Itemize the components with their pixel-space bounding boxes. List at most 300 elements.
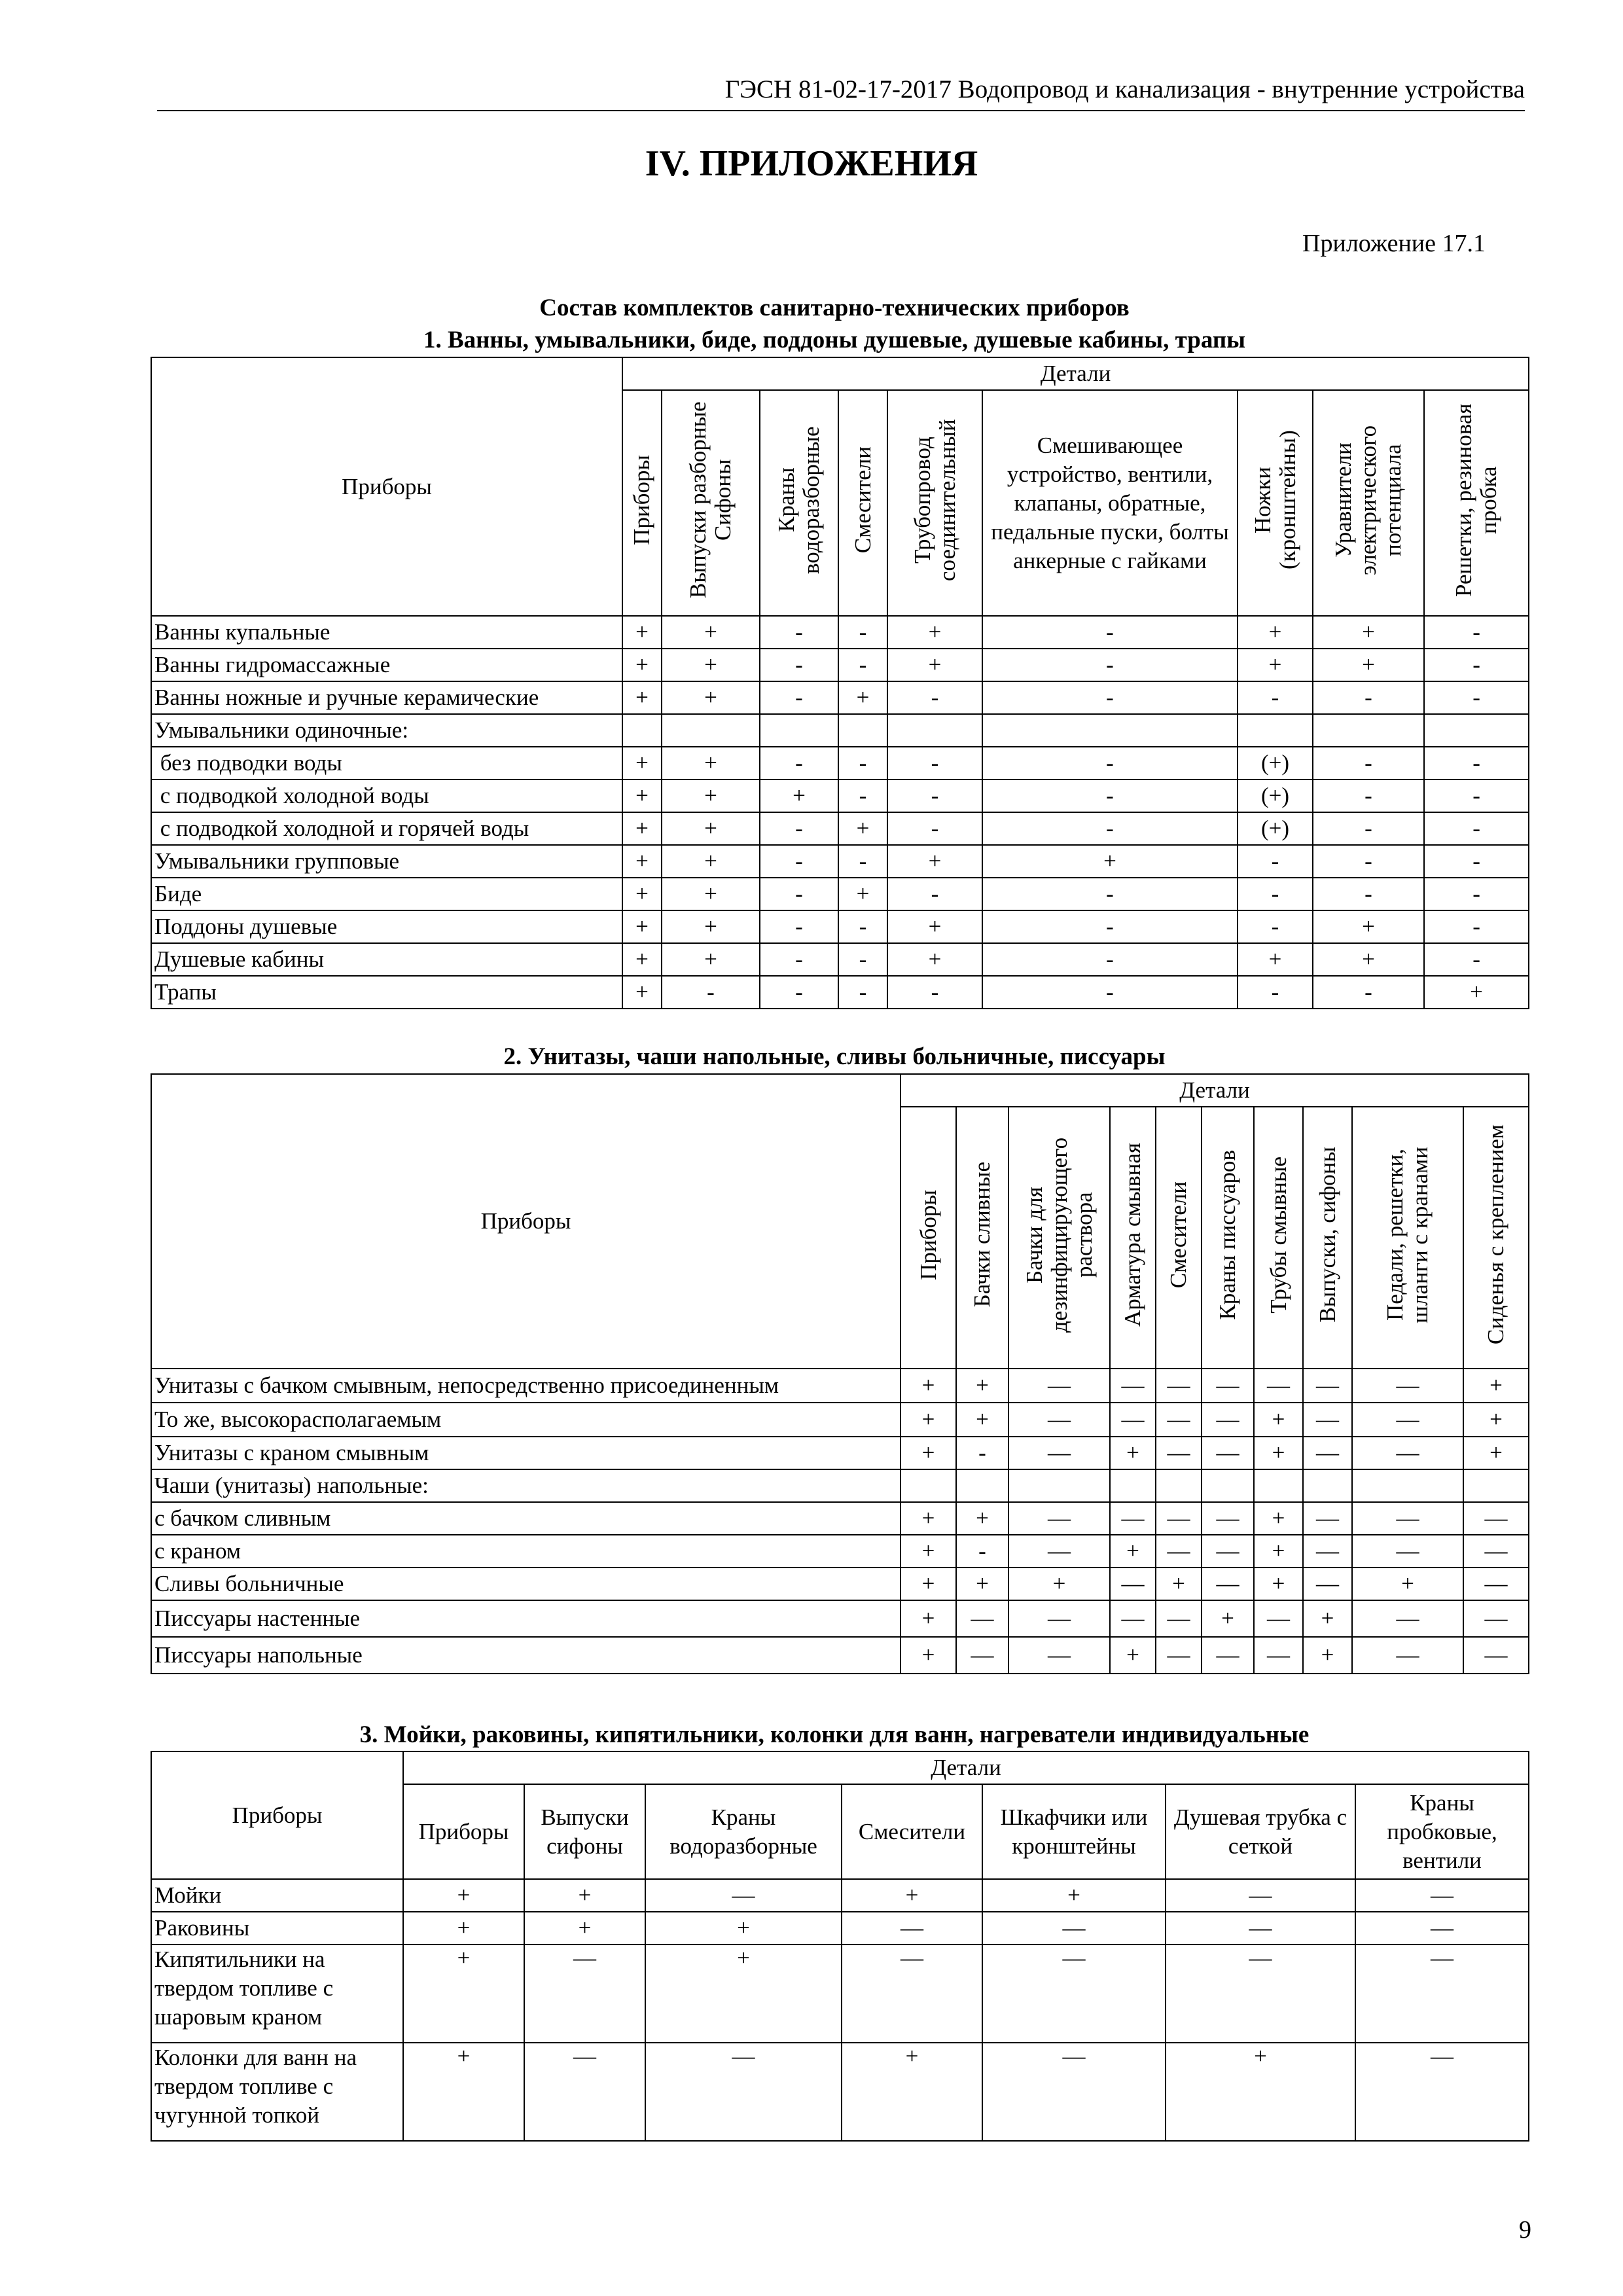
table-cell <box>982 714 1238 747</box>
table-cell: - <box>838 910 887 943</box>
table-cell: + <box>1463 1369 1529 1403</box>
table-row <box>151 812 1529 845</box>
table-cell <box>760 714 838 747</box>
table-cell: — <box>1008 1600 1110 1637</box>
table-3 <box>151 1751 1529 2142</box>
table-row <box>151 714 1529 747</box>
table-cell: + <box>1313 649 1424 681</box>
table-cell: + <box>403 1879 524 1912</box>
table-cell: — <box>1202 1535 1254 1568</box>
table-1 <box>151 357 1529 1009</box>
row-label: Унитазы с бачком смывным, непосредственно присоединенным <box>151 1369 901 1403</box>
table-row <box>151 1568 1529 1600</box>
table-cell: — <box>1352 1535 1463 1568</box>
table-cell <box>1110 1469 1156 1502</box>
t2-col-header: Бачки для дезинфицирующего раствора <box>1008 1107 1110 1369</box>
table-cell: — <box>982 2043 1166 2141</box>
table-cell: — <box>1110 1369 1156 1403</box>
table-cell: + <box>1238 616 1313 649</box>
table-cell: - <box>887 976 982 1009</box>
table-cell: - <box>1424 747 1529 780</box>
table-cell: - <box>1424 878 1529 910</box>
table-cell: — <box>1463 1502 1529 1535</box>
table-cell: + <box>887 845 982 878</box>
table-cell: + <box>662 878 760 910</box>
running-header: ГЭСН 81-02-17-2017 Водопровод и канализация - внутренние устройства <box>157 73 1525 111</box>
table-row <box>151 1945 1529 2043</box>
table-cell: - <box>760 747 838 780</box>
table-cell: - <box>982 878 1238 910</box>
table-cell: + <box>622 878 662 910</box>
row-label: Раковины <box>151 1912 403 1945</box>
table-cell: + <box>1254 1437 1303 1469</box>
table-cell: + <box>1238 943 1313 976</box>
table-cell: - <box>760 976 838 1009</box>
table-row <box>151 649 1529 681</box>
table-row <box>151 1535 1529 1568</box>
table-cell: + <box>662 681 760 714</box>
table-cell: - <box>1313 878 1424 910</box>
table-cell: - <box>982 649 1238 681</box>
table-row <box>151 878 1529 910</box>
table-cell: + <box>1463 1403 1529 1437</box>
table-cell: + <box>662 845 760 878</box>
table-cell: + <box>662 943 760 976</box>
table-cell <box>1303 1469 1352 1502</box>
table-cell: + <box>622 812 662 845</box>
table-cell: + <box>901 1568 956 1600</box>
table-cell: — <box>1352 1369 1463 1403</box>
table-cell: — <box>1110 1600 1156 1637</box>
table-cell: - <box>760 681 838 714</box>
page-number: 9 <box>1519 2216 1531 2244</box>
table-cell: — <box>956 1637 1008 1674</box>
table-cell: - <box>760 812 838 845</box>
row-label: Поддоны душевые <box>151 910 622 943</box>
row-label: Умывальники одиночные: <box>151 714 622 747</box>
table-cell: - <box>887 747 982 780</box>
table-cell: + <box>622 649 662 681</box>
table-cell: — <box>1254 1600 1303 1637</box>
table-cell: — <box>1156 1535 1202 1568</box>
table-cell <box>1313 714 1424 747</box>
t3-col-header: Шкафчики или кронштейны <box>982 1784 1166 1879</box>
table-cell <box>1008 1469 1110 1502</box>
table-cell: + <box>1303 1600 1352 1637</box>
table-row <box>151 1403 1529 1437</box>
table-cell: + <box>622 943 662 976</box>
table-cell: — <box>956 1600 1008 1637</box>
table-cell: + <box>403 1945 524 2043</box>
table-cell: - <box>982 976 1238 1009</box>
table-cell: + <box>1110 1535 1156 1568</box>
table-cell: + <box>901 1637 956 1674</box>
table-cell: + <box>838 878 887 910</box>
table-row <box>151 1879 1529 1912</box>
table-cell: — <box>982 1912 1166 1945</box>
table-cell: — <box>645 1879 842 1912</box>
table-cell <box>1238 714 1313 747</box>
table-cell: - <box>956 1535 1008 1568</box>
table-cell: — <box>645 2043 842 2141</box>
t2-col-header: Приборы <box>901 1107 956 1369</box>
table-cell: + <box>1008 1568 1110 1600</box>
table-cell: — <box>1303 1568 1352 1600</box>
table-1-caption: 1. Ванны, умывальники, биде, поддоны душевые, душевые кабины, трапы <box>423 327 1246 353</box>
table-cell: + <box>1110 1637 1156 1674</box>
row-label: Сливы больничные <box>151 1568 901 1600</box>
table-cell: + <box>1313 616 1424 649</box>
table-cell: + <box>1254 1502 1303 1535</box>
table-cell: - <box>1424 780 1529 812</box>
table-cell: - <box>1238 681 1313 714</box>
table-cell: + <box>901 1369 956 1403</box>
table-cell: - <box>760 878 838 910</box>
row-label: Биде <box>151 878 622 910</box>
table-cell: - <box>982 780 1238 812</box>
table-cell: + <box>662 747 760 780</box>
table-cell: (+) <box>1238 747 1313 780</box>
table-row <box>151 845 1529 878</box>
row-label: Унитазы с краном смывным <box>151 1437 901 1469</box>
appendix-label: Приложение 17.1 <box>1302 230 1486 257</box>
table-cell: + <box>662 780 760 812</box>
table-cell <box>1424 714 1529 747</box>
table-cell: + <box>842 1879 982 1912</box>
table-cell: — <box>1008 1369 1110 1403</box>
table-cell: — <box>1156 1369 1202 1403</box>
section-title: IV. ПРИЛОЖЕНИЯ <box>645 143 978 184</box>
t2-col-header: Краны писсуаров <box>1202 1107 1254 1369</box>
table-cell: - <box>760 616 838 649</box>
table-row <box>151 1502 1529 1535</box>
table-cell: + <box>901 1502 956 1535</box>
table-cell: - <box>760 649 838 681</box>
table-cell: (+) <box>1238 780 1313 812</box>
table-row <box>151 1469 1529 1502</box>
table-cell: - <box>838 943 887 976</box>
table-cell: - <box>838 845 887 878</box>
table-cell <box>622 714 662 747</box>
t1-col-header: Смесители <box>838 390 887 616</box>
t3-col-header: Краны пробковые, вентили <box>1355 1784 1529 1879</box>
table-cell: — <box>1110 1502 1156 1535</box>
table-cell: + <box>838 812 887 845</box>
table-cell: + <box>622 780 662 812</box>
table-cell: + <box>622 681 662 714</box>
row-label: с подводкой холодной воды <box>151 780 622 812</box>
t1-col-header: Трубопровод соединительный <box>887 390 982 616</box>
table-cell: - <box>838 976 887 1009</box>
table-cell: + <box>645 1912 842 1945</box>
table-cell: - <box>760 845 838 878</box>
table-cell: - <box>838 649 887 681</box>
table-cell: — <box>1463 1568 1529 1600</box>
row-label: Чаши (унитазы) напольные: <box>151 1469 901 1502</box>
table-cell: - <box>982 747 1238 780</box>
table-cell: + <box>982 845 1238 878</box>
table-cell: + <box>887 649 982 681</box>
table-cell: — <box>1254 1637 1303 1674</box>
table-cell: + <box>982 1879 1166 1912</box>
table-cell <box>956 1469 1008 1502</box>
table-cell: — <box>842 1912 982 1945</box>
table-cell: - <box>1313 681 1424 714</box>
table-cell: + <box>1166 2043 1355 2141</box>
row-label: с краном <box>151 1535 901 1568</box>
row-label: без подводки воды <box>151 747 622 780</box>
table-cell: + <box>760 780 838 812</box>
table-cell: + <box>662 649 760 681</box>
table-cell: - <box>662 976 760 1009</box>
table-row <box>151 1437 1529 1469</box>
table-cell: + <box>622 747 662 780</box>
table-cell: + <box>645 1945 842 2043</box>
table-cell: + <box>622 845 662 878</box>
table-cell <box>1352 1469 1463 1502</box>
table-cell: — <box>1166 1945 1355 2043</box>
table-cell: — <box>1352 1403 1463 1437</box>
table-cell: — <box>1110 1403 1156 1437</box>
table-cell: + <box>524 1879 645 1912</box>
table-cell: — <box>1008 1437 1110 1469</box>
row-label: То же, высокорасполагаемым <box>151 1403 901 1437</box>
row-label: Мойки <box>151 1879 403 1912</box>
table-cell: — <box>1352 1600 1463 1637</box>
table-cell: - <box>982 616 1238 649</box>
t2-col-header: Трубы смывные <box>1254 1107 1303 1369</box>
table-cell: - <box>1313 812 1424 845</box>
table-cell: - <box>838 747 887 780</box>
table-cell: + <box>1424 976 1529 1009</box>
table-cell: + <box>1313 910 1424 943</box>
table-cell: + <box>1254 1568 1303 1600</box>
row-label: с подводкой холодной и горячей воды <box>151 812 622 845</box>
row-label: Умывальники групповые <box>151 845 622 878</box>
table-row <box>151 1637 1529 1674</box>
t3-col-header: Краны водоразборные <box>645 1784 842 1879</box>
table-cell: — <box>1008 1637 1110 1674</box>
table-cell: + <box>901 1437 956 1469</box>
table-cell: — <box>1156 1637 1202 1674</box>
table-cell: - <box>1424 649 1529 681</box>
t3-col-header: Приборы <box>403 1784 524 1879</box>
table-cell: — <box>1202 1369 1254 1403</box>
table-cell: - <box>887 878 982 910</box>
table-cell: — <box>1202 1637 1254 1674</box>
table-cell: — <box>1156 1403 1202 1437</box>
table-cell: — <box>1355 1945 1529 2043</box>
table-3-caption: 3. Мойки, раковины, кипятильники, колонки для ванн, нагреватели индивидуальные <box>359 1721 1310 1748</box>
table-cell: — <box>1355 2043 1529 2141</box>
table-cell: + <box>403 2043 524 2141</box>
table-cell <box>887 714 982 747</box>
t2-devices-header: Приборы <box>151 1074 901 1369</box>
table-cell: - <box>1238 976 1313 1009</box>
table-cell: + <box>901 1600 956 1637</box>
table-cell: - <box>982 681 1238 714</box>
table-cell: — <box>1463 1535 1529 1568</box>
t3-col-header: Душевая трубка с сеткой <box>1166 1784 1355 1879</box>
table-cell <box>838 714 887 747</box>
table-cell: — <box>1202 1502 1254 1535</box>
table-cell: - <box>956 1437 1008 1469</box>
table-cell: + <box>901 1403 956 1437</box>
table-cell: — <box>1202 1437 1254 1469</box>
t2-details-header: Детали <box>901 1074 1529 1107</box>
t3-devices-header: Приборы <box>151 1751 403 1879</box>
table-cell: + <box>887 943 982 976</box>
table-cell: - <box>982 910 1238 943</box>
table-cell <box>901 1469 956 1502</box>
table-cell: — <box>1254 1369 1303 1403</box>
table-cell: — <box>1303 1502 1352 1535</box>
table-row <box>151 681 1529 714</box>
table-cell <box>1254 1469 1303 1502</box>
t2-col-header: Арматура смывная <box>1110 1107 1156 1369</box>
table-cell: - <box>1313 976 1424 1009</box>
table-cell: - <box>760 943 838 976</box>
document-caption: Состав комплектов санитарно-технических приборов <box>539 295 1130 321</box>
table-cell <box>1463 1469 1529 1502</box>
table-cell: + <box>1313 943 1424 976</box>
table-cell: — <box>1303 1403 1352 1437</box>
table-cell: — <box>1463 1600 1529 1637</box>
table-cell <box>1202 1469 1254 1502</box>
table-cell: — <box>524 2043 645 2141</box>
table-row <box>151 2043 1529 2141</box>
table-cell: + <box>524 1912 645 1945</box>
table-cell: - <box>1424 616 1529 649</box>
table-cell: + <box>956 1403 1008 1437</box>
table-cell: - <box>1424 910 1529 943</box>
table-cell: + <box>956 1502 1008 1535</box>
table-cell: + <box>1238 649 1313 681</box>
table-cell: — <box>1166 1879 1355 1912</box>
table-cell: + <box>622 976 662 1009</box>
table-cell: + <box>1156 1568 1202 1600</box>
table-cell: - <box>887 780 982 812</box>
table-cell: - <box>1313 845 1424 878</box>
table-cell: — <box>524 1945 645 2043</box>
table-row <box>151 780 1529 812</box>
table-cell: — <box>1355 1879 1529 1912</box>
table-cell: + <box>1303 1637 1352 1674</box>
row-label: Писсуары напольные <box>151 1637 901 1674</box>
t1-col-header: Уравнители электрического потенциала <box>1313 390 1424 616</box>
table-cell: — <box>1355 1912 1529 1945</box>
table-cell: — <box>1156 1600 1202 1637</box>
row-label: Ванны купальные <box>151 616 622 649</box>
table-cell: — <box>1352 1437 1463 1469</box>
table-cell: - <box>982 812 1238 845</box>
table-cell: — <box>1008 1535 1110 1568</box>
table-cell: — <box>1110 1568 1156 1600</box>
table-cell: - <box>838 616 887 649</box>
table-cell: + <box>1352 1568 1463 1600</box>
table-cell: — <box>1166 1912 1355 1945</box>
table-2-caption: 2. Унитазы, чаши напольные, сливы больничные, писсуары <box>503 1043 1166 1070</box>
row-label: Кипятильники на твердом топливе с шаровым краном <box>151 1945 403 2043</box>
row-label: Душевые кабины <box>151 943 622 976</box>
t3-col-header: Выпуски сифоны <box>524 1784 645 1879</box>
table-cell: — <box>1156 1502 1202 1535</box>
t1-col-header: Приборы <box>622 390 662 616</box>
t1-details-header: Детали <box>622 357 1529 390</box>
t3-col-header: Смесители <box>842 1784 982 1879</box>
table-cell: + <box>901 1535 956 1568</box>
table-cell: - <box>887 681 982 714</box>
table-cell: (+) <box>1238 812 1313 845</box>
table-cell: + <box>838 681 887 714</box>
table-row <box>151 616 1529 649</box>
row-label: Трапы <box>151 976 622 1009</box>
table-cell: — <box>1202 1403 1254 1437</box>
row-label: Ванны гидромассажные <box>151 649 622 681</box>
table-cell: - <box>887 812 982 845</box>
table-cell: - <box>838 780 887 812</box>
table-cell: — <box>1008 1403 1110 1437</box>
t3-details-header: Детали <box>403 1751 1529 1784</box>
row-label: с бачком сливным <box>151 1502 901 1535</box>
table-cell: — <box>1463 1637 1529 1674</box>
table-cell: — <box>1303 1437 1352 1469</box>
table-cell: + <box>662 616 760 649</box>
table-cell: - <box>1238 845 1313 878</box>
table-cell: + <box>1202 1600 1254 1637</box>
t1-col-header: Смешивающее устройство, вентили, клапаны, обратные, педальные пуски, болты анкерные с гайками <box>982 390 1238 616</box>
table-row <box>151 976 1529 1009</box>
table-cell: + <box>622 616 662 649</box>
t1-col-header: Ножки (кронштейны) <box>1238 390 1313 616</box>
table-row <box>151 1369 1529 1403</box>
table-2 <box>151 1073 1529 1674</box>
table-cell: — <box>1352 1637 1463 1674</box>
table-cell: + <box>842 2043 982 2141</box>
table-cell: - <box>1313 780 1424 812</box>
table-cell <box>1156 1469 1202 1502</box>
t1-col-header: Выпуски разборные Сифоны <box>662 390 760 616</box>
table-cell: - <box>982 943 1238 976</box>
table-cell: - <box>1313 747 1424 780</box>
table-cell: - <box>1424 812 1529 845</box>
row-label: Писсуары настенные <box>151 1600 901 1637</box>
table-cell: — <box>1202 1568 1254 1600</box>
table-cell: - <box>1424 681 1529 714</box>
t2-col-header: Педали, решетки, шланги с кранами <box>1352 1107 1463 1369</box>
table-cell: — <box>1303 1369 1352 1403</box>
table-cell: — <box>1352 1502 1463 1535</box>
t2-col-header: Смесители <box>1156 1107 1202 1369</box>
table-cell: + <box>403 1912 524 1945</box>
table-cell: + <box>1254 1403 1303 1437</box>
table-cell: — <box>1303 1535 1352 1568</box>
row-label: Колонки для ванн на твердом топливе с чугунной топкой <box>151 2043 403 2141</box>
table-row <box>151 747 1529 780</box>
t1-devices-header: Приборы <box>151 357 622 616</box>
table-cell: + <box>662 910 760 943</box>
table-row <box>151 910 1529 943</box>
t2-col-header: Бачки сливные <box>956 1107 1008 1369</box>
table-cell: + <box>887 616 982 649</box>
table-cell: + <box>887 910 982 943</box>
table-cell: - <box>1424 845 1529 878</box>
table-cell: + <box>1254 1535 1303 1568</box>
table-cell: + <box>956 1568 1008 1600</box>
t2-col-header: Выпуски, сифоны <box>1303 1107 1352 1369</box>
table-cell: + <box>1110 1437 1156 1469</box>
t2-col-header: Сиденья с креплением <box>1463 1107 1529 1369</box>
